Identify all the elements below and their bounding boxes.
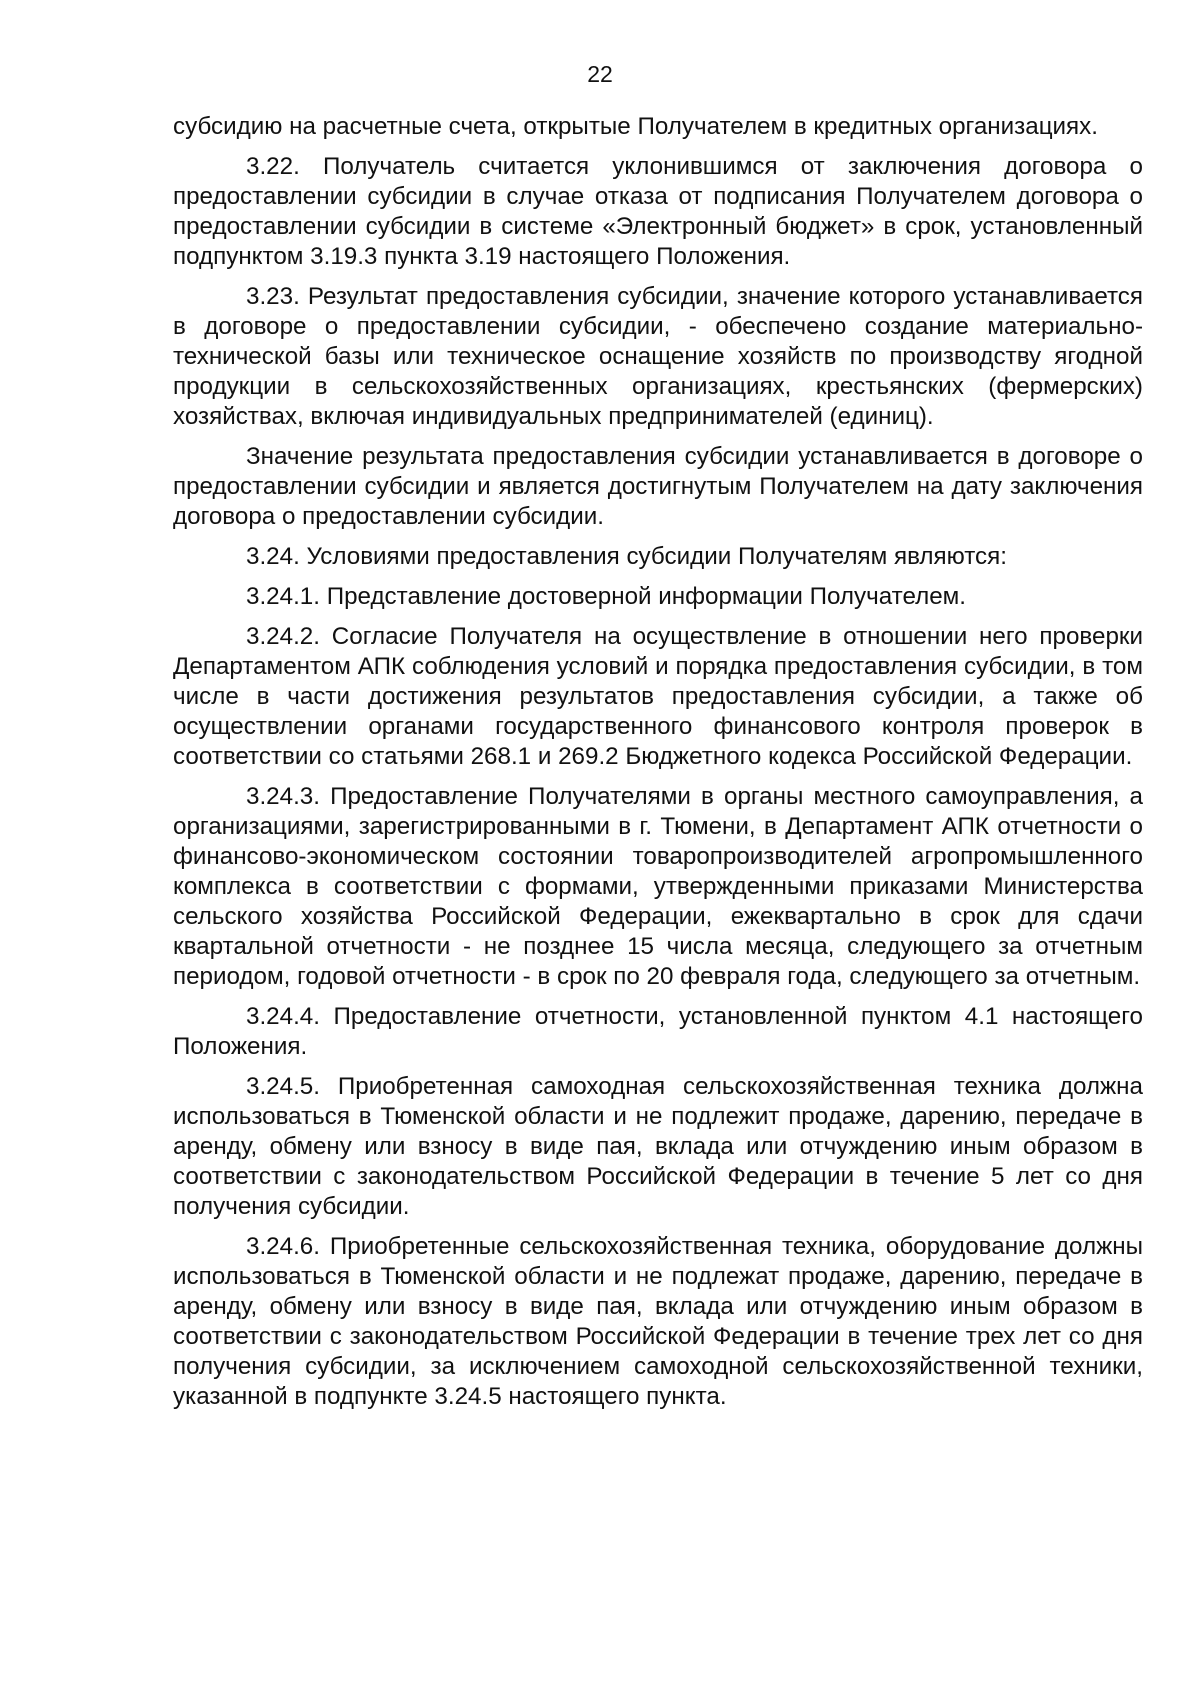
document-body (173, 112, 1143, 1422)
paragraph-3-23-result-value: Значение результата предоставления субсидии устанавливается в договоре о предоставлении субсидии и является достигнутым Получателем на дату заключения договора о предоставлении субсидии. (173, 443, 1143, 530)
paragraph-3-24-4: 3.24.4. Предоставление отчетности, установленной пунктом 4.1 настоящего Положения. (173, 1003, 1143, 1060)
paragraph-3-24-3: 3.24.3. Предоставление Получателями в органы местного самоуправления, а организациями, зарегистрированными в г. Тюмени, в Департамент АПК отчетности о финансово-экономическом состоянии товаропроизводителей агропромышленного комплекса в соответствии с формами, утвержденными приказами Министерства сельского хозяйства Российской Федерации, ежеквартально в срок для сдачи квартальной отчетности - не позднее 15 числа месяца, следующего за отчетным периодом, годовой отчетности - в срок по 20 февраля года, следующего за отчетным. (173, 783, 1143, 990)
paragraph-3-24-1: 3.24.1. Представление достоверной информации Получателем. (246, 583, 967, 610)
paragraph-continuation: субсидию на расчетные счета, открытые Получателем в кредитных организациях. (173, 113, 1098, 140)
paragraph-3-24-2: 3.24.2. Согласие Получателя на осуществление в отношении него проверки Департаментом АПК соблюдения условий и порядка предоставления субсидии, в том числе в части достижения результатов предоставления субсидии, а также об осуществлении органами государственного финансового контроля проверок в соответствии со статьями 268.1 и 269.2 Бюджетного кодекса Российской Федерации. (173, 623, 1143, 770)
paragraph-3-22: 3.22. Получатель считается уклонившимся от заключения договора о предоставлении субсидии в случае отказа от подписания Получателем договора о предоставлении субсидии в системе «Электронный бюджет» в срок, установленный подпунктом 3.19.3 пункта 3.19 настоящего Положения. (173, 153, 1143, 270)
paragraph-3-24: 3.24. Условиями предоставления субсидии Получателям являются: (246, 543, 1007, 570)
paragraph-3-24-6: 3.24.6. Приобретенные сельскохозяйственная техника, оборудование должны использоваться в Тюменской области и не подлежат продаже, дарению, передаче в аренду, обмену или взносу в виде пая, вклада или отчуждению иным образом в соответствии с законодательством Российской Федерации в течение трех лет со дня получения субсидии, за исключением самоходной сельскохозяйственной техники, указанной в подпункте 3.24.5 настоящего пункта. (173, 1233, 1143, 1410)
paragraph-3-23: 3.23. Результат предоставления субсидии, значение которого устанавливается в договоре о предоставлении субсидии, - обеспечено создание материально-технической базы или техническое оснащение хозяйств по производству ягодной продукции в сельскохозяйственных организациях, крестьянских (фермерских) хозяйствах, включая индивидуальных предпринимателей (единиц). (173, 283, 1143, 430)
page-number: 22 (587, 61, 613, 87)
paragraph-3-24-5: 3.24.5. Приобретенная самоходная сельскохозяйственная техника должна использоваться в Тюменской области и не подлежит продаже, дарению, передаче в аренду, обмену или взносу в виде пая, вклада или отчуждению иным образом в соответствии с законодательством Российской Федерации в течение 5 лет со дня получения субсидии. (173, 1073, 1143, 1220)
